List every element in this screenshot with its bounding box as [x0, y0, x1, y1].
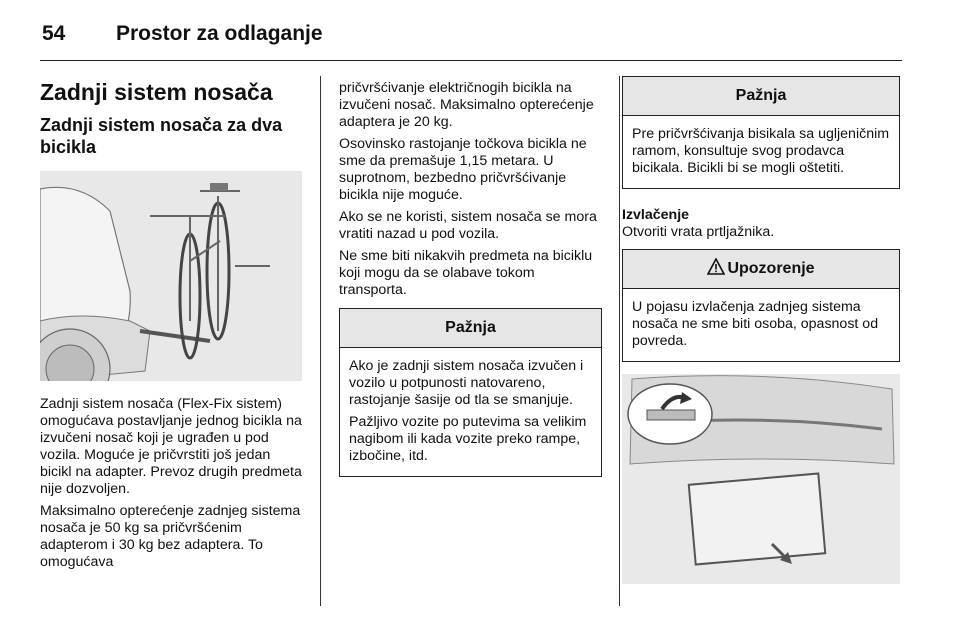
bike-carrier-illustration	[40, 171, 302, 381]
paragraph: Ne sme biti nikakvih predmeta na biciklu koji mogu da se olabave tokom transporta.	[339, 248, 593, 298]
paragraph: Maksimalno opterećenje zadnjeg sistema nosača je 50 kg sa pričvršćenim adapterom i 30 kg bez adaptera. To omogućava	[40, 503, 301, 570]
page-title: Prostor za odlaganje	[116, 22, 323, 45]
paragraph: Osovinsko rastojanje točkova bicikla ne sme da premašuje 1,15 metara. U suprotnom, bezbedno pričvršćivanje bicikla nije moguće.	[339, 136, 587, 203]
paragraph: Otvoriti vrata prtljažnika.	[622, 224, 775, 240]
warning-box	[622, 249, 900, 362]
section-title: Zadnji sistem nosača	[40, 79, 273, 105]
caution-title: Pažnja	[340, 309, 601, 348]
page-number: 54	[42, 22, 66, 45]
page-header	[40, 22, 902, 61]
column-left	[40, 78, 302, 576]
paragraph: pričvršćivanje električnogih bicikla na izvučeni nosač. Maksimalno opterećenje adaptera je 20 kg.	[339, 80, 594, 130]
caution-text: Ako je zadnji sistem nosača izvučen i vozilo u potpunosti natovareno, rastojanje šasije od tla se smanjuje.	[349, 358, 584, 408]
warning-title-row	[623, 250, 899, 289]
column-middle	[339, 80, 602, 477]
column-divider	[320, 76, 321, 606]
caution-box	[622, 76, 900, 189]
subheading: Izvlačenje	[622, 207, 690, 223]
warning-triangle-icon	[707, 252, 725, 290]
caution-body	[623, 116, 899, 188]
paragraph: Ako se ne koristi, sistem nosača se mora vratiti nazad u pod vozila.	[339, 209, 597, 242]
warning-title: Upozorenje	[727, 260, 815, 277]
warning-text: U pojasu izvlačenja zadnjeg sistema nosača ne sme biti osoba, opasnost od povreda.	[632, 299, 879, 349]
caution-title: Pažnja	[623, 77, 899, 116]
column-divider	[619, 76, 620, 606]
caution-body	[340, 348, 601, 476]
paragraph: Zadnji sistem nosača (Flex-Fix sistem) omogućava postavljanje jednog bicikla na izvučeni nosač koji je ugrađen u pod vozila. Moguće je pričvrstiti još jedan bicikl na adapter. Prevoz drugih predmeta nije dozvoljen.	[40, 396, 302, 497]
bike-carrier-drawing	[40, 171, 302, 381]
column-right	[622, 76, 900, 584]
subsection-title: Zadnji sistem nosača za dva bicikla	[40, 115, 283, 157]
caution-text: Pre pričvršćivanja bisikala sa ugljeničnim ramom, konsultuje svog prodavca bicikala. Bicikli bi se mogli oštetiti.	[632, 126, 890, 176]
caution-text: Pažljivo vozite po putevima sa velikim nagibom ili kada vozite preko rampe, izbočine, itd.	[349, 414, 587, 464]
warning-body	[623, 289, 899, 361]
tailgate-release-illustration	[622, 374, 900, 584]
tailgate-drawing	[622, 374, 900, 584]
caution-box	[339, 308, 602, 477]
